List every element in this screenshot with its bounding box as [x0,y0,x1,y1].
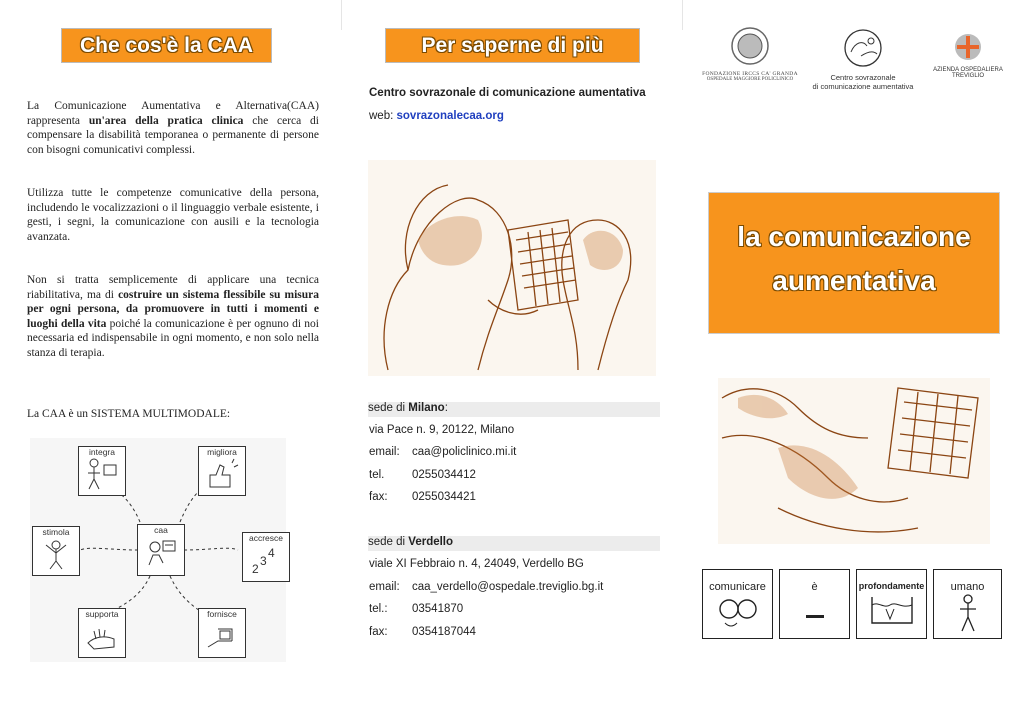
web-label: web: [369,110,397,122]
person-icon [84,457,120,491]
node-label: fornisce [207,609,237,619]
column-separator [682,0,683,30]
title-line: la comunicazione [737,221,971,252]
svg-text:3: 3 [260,554,267,568]
label: email: [369,446,400,458]
symbol-label: profondamente [858,581,925,591]
text: sede di [368,402,409,414]
children-drawing-image [368,160,656,376]
dash-icon [806,615,824,618]
caa-center-node [137,524,185,576]
web-line [369,110,504,122]
symbol-umano [933,569,1002,639]
integra-node [78,446,126,496]
svg-text:2: 2 [252,562,259,576]
text: poiché la comunicazione è per ognuno di noi necessaria ed indispensabile in ogni momento, e non solo nella stanza di terapia. [27,317,319,359]
stimola-node [32,526,80,576]
paragraph-multimodale [27,407,319,422]
centro-title: Centro sovrazonale di comunicazione aumentativa [369,87,646,99]
two-faces-icon [713,593,763,631]
accresce-node [242,532,290,582]
label: tel. [369,469,385,481]
fornisce-node [198,608,246,658]
deep-water-icon [866,591,918,629]
milano-tel: 0255034412 [412,469,476,481]
verdello-tel: 03541870 [412,603,464,615]
label: fax: [369,491,388,503]
text: che cerca di compensare la disabilità temporanea o permanente di persone con bisogni comunicativi complessi. [27,114,320,156]
logo-text: FONDAZIONE IRCCS CA' GRANDA [702,71,798,77]
milano-fax-row [369,491,476,503]
node-label: migliora [207,447,237,457]
multimodal-diagram [30,438,286,662]
caa-icon [143,535,179,571]
label: tel.: [369,603,388,615]
heading-che-cose-caa: Che cos'è la CAA [61,28,272,63]
title-box [708,192,1000,334]
logo-centro-sovrazonale [806,28,920,90]
verdello-tel-row [369,603,463,615]
logo-text: AZIENDA OSPEDALIERA [933,67,1003,73]
logo-text: Centro sovrazonale [830,73,896,82]
node-label: integra [89,447,115,457]
verdello-email[interactable]: caa_verdello@ospedale.treviglio.bg.it [412,581,604,593]
node-label: caa [154,525,168,535]
person-icon [948,593,988,633]
label: email: [369,581,400,593]
milano-email-row [369,446,516,458]
logo-treviglio [930,32,1006,92]
verdello-email-row [369,581,603,593]
symbol-comunicare [702,569,773,639]
node-label: accresce [248,533,283,543]
paragraph-sistema [27,273,319,360]
thumbs-up-icon [204,457,240,491]
symbol-label: è [811,581,818,593]
node-label: stimola [42,527,70,537]
milano-tel-row [369,469,476,481]
hand-icon [84,619,120,653]
verdello-address: viale XI Febbraio n. 4, 24049, Verdello BG [369,558,584,570]
logo-text: di comunicazione aumentativa [812,82,914,91]
hands-drawing [718,378,990,544]
heading-per-saperne: Per saperne di più [385,28,640,63]
children-drawing [368,160,656,376]
numbers-icon [248,543,284,577]
text: sede di [368,536,409,548]
text-bold: Verdello [408,536,454,548]
migliora-node [198,446,246,496]
paragraph-intro [27,99,319,157]
column-separator [341,0,342,30]
text: : [444,402,448,414]
title-line: aumentativa [772,265,936,296]
milano-email[interactable]: caa@policlinico.mi.it [412,446,517,458]
logo-text: OSPEDALE MAGGIORE POLICLINICO [706,77,794,82]
paragraph-competenze [27,186,319,244]
verdello-fax-row [369,626,476,638]
sede-verdello-header [368,536,660,551]
milano-fax: 0255034421 [412,491,476,503]
seal-icon [730,26,770,66]
text: Utilizza tutte le competenze comunicative della persona, includendo le vocalizzazioni o il linguaggio verbale esistente, i gesti, i segni, la comunicazione con ausili e la tecnologia avanzata. [27,187,319,243]
supporta-node [78,608,126,658]
hospital-logo-icon [953,32,983,62]
person-arms-up-icon [38,537,74,571]
caa-logo-icon [837,28,889,68]
text: La Comunicazione Aumentativa e Alternativa(CAA) rappresenta [27,100,319,127]
symbol-profondamente [856,569,927,639]
milano-address: via Pace n. 9, 20122, Milano [369,424,515,436]
text: Non si tratta semplicemente di applicare una tecnica riabilitativa, ma di [27,274,319,301]
sede-milano-header [368,402,660,417]
hands-drawing-image [718,378,990,544]
symbol-label: umano [950,581,985,593]
svg-text:4: 4 [268,546,275,560]
verdello-fax: 0354187044 [412,626,476,638]
text-bold: un'area della pratica clinica [88,114,244,127]
symbol-label: comunicare [709,581,766,593]
web-link[interactable]: sovrazonalecaa.org [396,110,504,122]
text-bold: costruire un sistema flessibile su misura per ogni persona, da promuovere in tutti i momenti e luoghi della vita [27,288,319,330]
label: fax: [369,626,388,638]
symbol-e [779,569,850,639]
logo-policlinico [700,26,800,92]
text-bold: Milano [408,402,445,414]
logo-text: TREVIGLIO [951,73,984,79]
text: La CAA è un SISTEMA MULTIMODALE: [27,408,231,420]
give-icon [204,619,240,653]
node-label: supporta [85,609,119,619]
